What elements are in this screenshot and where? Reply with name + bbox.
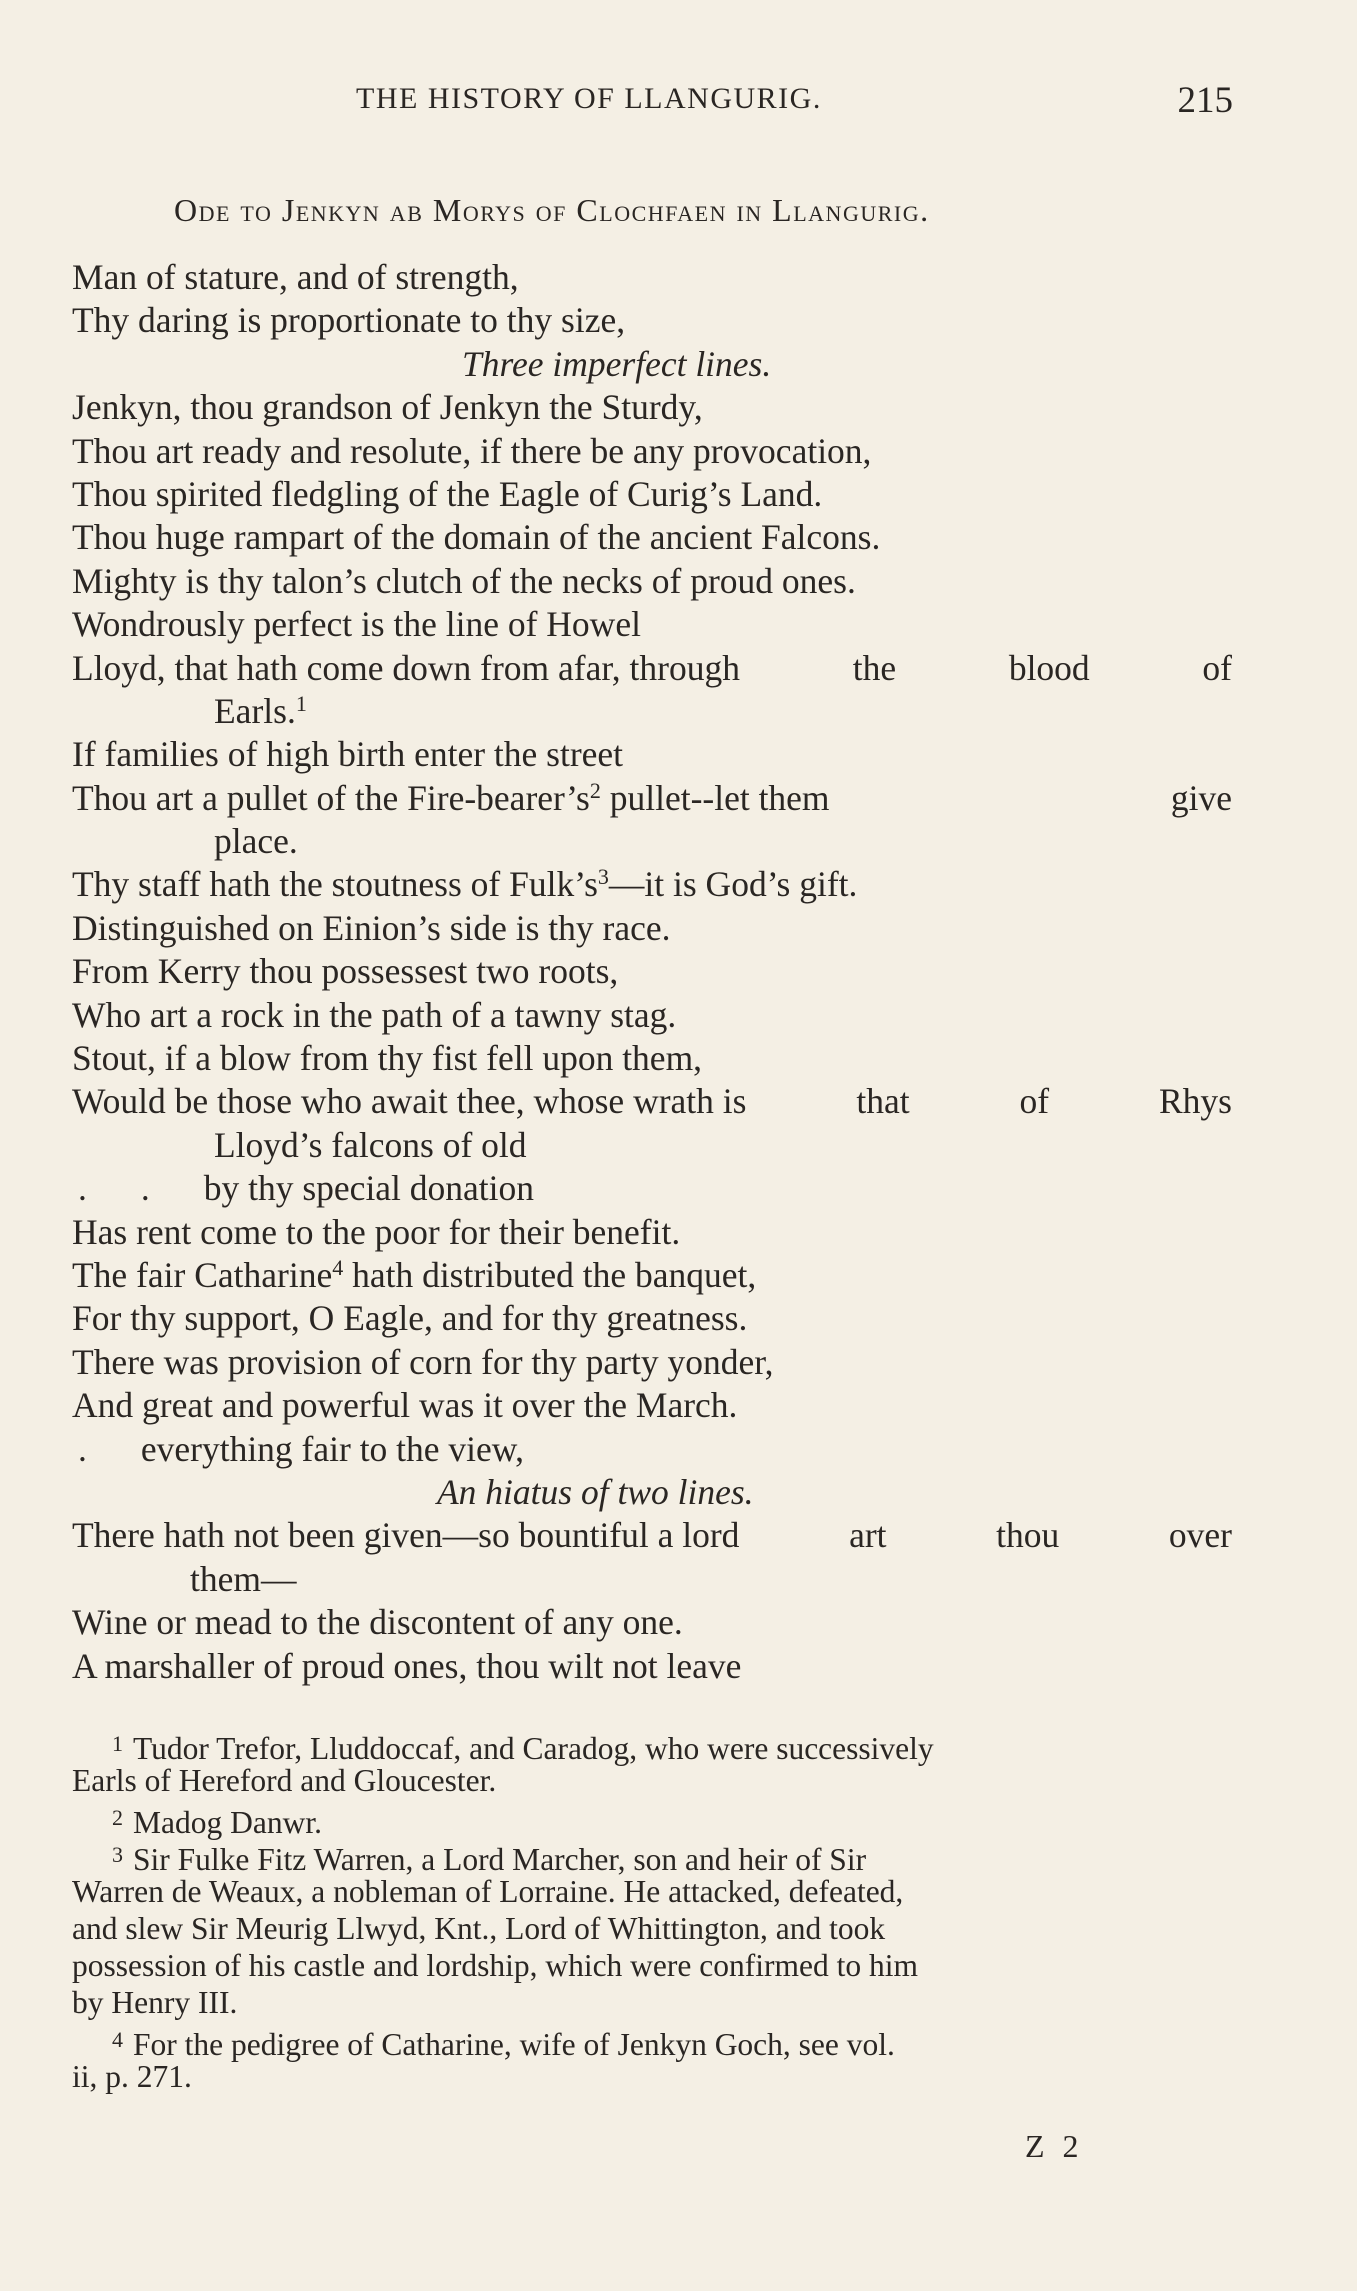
footnote-marker: 2 — [112, 1805, 123, 1830]
poem-line — [72, 863, 1232, 906]
poem-line: And great and powerful was it over the March. — [72, 1385, 738, 1426]
line-segment: hath distributed the banquet, — [343, 1254, 757, 1295]
poem-line-continuation: them— — [190, 1558, 297, 1599]
footnote-line: Warren de Weaux, a nobleman of Lorraine. He attacked, defeated, — [72, 1874, 904, 1909]
line-segment: —it is God’s gift. — [608, 864, 858, 905]
line-segment: Earls. — [214, 690, 296, 731]
poem-line — [72, 1514, 1232, 1557]
footnote-marker: 3 — [112, 1842, 123, 1867]
line-segment: art — [849, 1515, 887, 1556]
footnote-text: Sir Fulke Fitz Warren, a Lord Marcher, son and heir of Sir — [133, 1842, 867, 1877]
line-segment: There hath not been given—so bountiful a lord — [72, 1515, 740, 1556]
poem-line: Thou spirited fledgling of the Eagle of Curig’s Land. — [72, 473, 823, 514]
line-segment: Lloyd, that hath come down from afar, through — [72, 647, 740, 688]
ellipsis-dot: . — [78, 1428, 87, 1469]
running-title: THE HISTORY OF LLANGURIG. — [356, 82, 822, 115]
running-head — [0, 82, 1357, 132]
line-segment: everything fair to the view, — [140, 1428, 525, 1469]
footnotes — [72, 1725, 1232, 2095]
poem-line: Stout, if a blow from thy fist fell upon them, — [72, 1038, 703, 1079]
poem-line — [72, 1080, 1232, 1123]
signature-mark: Z 2 — [1025, 2128, 1084, 2164]
footnote-4 — [72, 2021, 1232, 2062]
poem-line: Man of stature, and of strength, — [72, 257, 519, 297]
footnote-3 — [72, 1836, 1232, 1877]
page-number: 215 — [1177, 80, 1233, 121]
poem-line — [72, 1254, 1232, 1297]
poem-line-continuation: Lloyd’s falcons of old — [214, 1124, 527, 1165]
poem-line: Mighty is thy talon’s clutch of the necks of proud ones. — [72, 560, 856, 601]
poem-line: Wondrously perfect is the line of Howel — [72, 604, 641, 645]
footnote-line: possession of his castle and lordship, which were confirmed to him — [72, 1948, 918, 1983]
ellipsis-dot: . — [140, 1168, 150, 1209]
line-segment: Would be those who await thee, whose wrath is — [72, 1081, 747, 1122]
poem-title: Ode to Jenkyn ab Morys of Clochfaen in Llangurig. — [174, 192, 930, 228]
poem-body — [72, 256, 1232, 1688]
line-segment: over — [1168, 1515, 1232, 1556]
poem-line — [72, 1167, 1232, 1210]
footnote-text: Madog Danwr. — [133, 1805, 322, 1840]
poem-line: Distinguished on Einion’s side is thy race. — [72, 907, 671, 948]
line-segment: Rhys — [1158, 1081, 1232, 1122]
poem-line — [72, 647, 1232, 690]
footnote-1 — [72, 1725, 1232, 1766]
footnote-marker: 1 — [112, 1731, 123, 1756]
editorial-note: Three imperfect lines. — [462, 343, 772, 384]
line-segment: the — [852, 647, 897, 688]
footnote-line: ii, p. 271. — [72, 2059, 192, 2094]
line-segment: of — [1202, 647, 1232, 688]
footnote-ref: 2 — [589, 777, 601, 803]
poem-line: Wine or mead to the discontent of any one. — [72, 1602, 683, 1643]
line-segment: of — [1019, 1081, 1050, 1122]
line-segment: pullet--let them — [600, 777, 830, 818]
poem-line-continuation: place. — [214, 821, 298, 862]
footnote-line: Earls of Hereford and Gloucester. — [72, 1763, 497, 1798]
footnote-line: and slew Sir Meurig Llwyd, Knt., Lord of Whittington, and took — [72, 1911, 886, 1946]
poem-line: For thy support, O Eagle, and for thy greatness. — [72, 1298, 748, 1339]
line-segment: by thy special donation — [203, 1168, 535, 1209]
footnote-ref: 4 — [332, 1254, 344, 1280]
footnote-ref: 1 — [295, 690, 307, 716]
footnote-marker: 4 — [112, 2027, 123, 2052]
line-segment: thou — [996, 1515, 1060, 1556]
poem-line: Who art a rock in the path of a tawny stag. — [72, 994, 677, 1035]
footnote-text: For the pedigree of Catharine, wife of Jenkyn Goch, see vol. — [133, 2027, 895, 2062]
poem-line: A marshaller of proud ones, thou wilt not leave — [72, 1645, 742, 1686]
line-segment — [72, 777, 830, 820]
poem-line: Thy daring is proportionate to thy size, — [72, 300, 626, 341]
poem-line: There was provision of corn for thy party yonder, — [72, 1341, 774, 1382]
ellipsis-dot: . — [78, 1168, 87, 1209]
poem-line-continuation — [72, 690, 1232, 733]
footnote-line: by Henry III. — [72, 1985, 238, 2020]
line-segment: Thou art a pullet of the Fire-bearer’s — [72, 777, 590, 818]
poem-line — [72, 777, 1232, 820]
poem-line: From Kerry thou possessest two roots, — [72, 951, 619, 992]
footnote-2 — [72, 1799, 1232, 1840]
poem-line: Thou huge rampart of the domain of the ancient Falcons. — [72, 517, 881, 558]
poem-line: If families of high birth enter the street — [72, 734, 624, 775]
line-segment: The fair Catharine — [72, 1254, 333, 1295]
footnote-text: Tudor Trefor, Lluddoccaf, and Caradog, who were successively — [133, 1731, 934, 1766]
line-segment: blood — [1008, 647, 1090, 688]
poem-line — [72, 1428, 1232, 1471]
line-segment: that — [856, 1081, 910, 1122]
poem-line: Thou art ready and resolute, if there be any provocation, — [72, 430, 872, 471]
poem-line: Jenkyn, thou grandson of Jenkyn the Sturdy, — [72, 387, 703, 428]
editorial-note: An hiatus of two lines. — [437, 1471, 754, 1512]
poem-line: Has rent come to the poor for their benefit. — [72, 1211, 681, 1252]
line-segment: Thy staff hath the stoutness of Fulk’s — [72, 864, 598, 905]
line-segment: give — [1170, 777, 1232, 818]
footnote-ref: 3 — [597, 864, 609, 890]
